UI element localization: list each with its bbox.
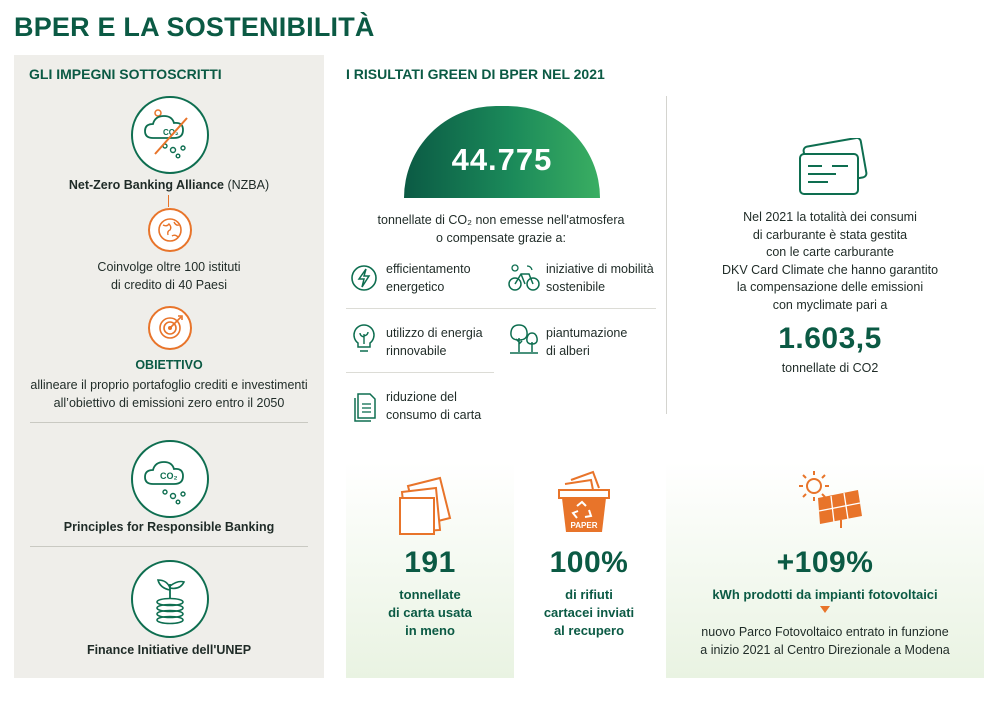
target-icon (150, 308, 190, 348)
prb-logo (131, 440, 209, 518)
commitments-heading: GLI IMPEGNI SOTTOSCRITTI (29, 66, 222, 82)
item-carta: riduzione del consumo di carta (386, 390, 482, 422)
divider (30, 546, 308, 547)
prb-label: Principles for Responsible Banking (63, 520, 275, 534)
item-energia: utilizzo di energia rinnovabile (386, 326, 483, 358)
solar-subtext: nuovo Parco Fotovoltaico entrato in funzione a inizio 2021 al Centro Direzionale a Modena (700, 625, 950, 657)
dkv-total: 1.603,5 (778, 322, 882, 355)
unep-logo (131, 560, 209, 638)
svg-text:CO₂: CO₂ (160, 471, 178, 481)
co2-description: tonnellate di CO₂ non emesse nell'atmosfera o compensate grazie a: (377, 213, 625, 245)
dkv-description: Nel 2021 la totalità dei consumi di carburante è stata gestita con le carte carburante DKV Card Climate che hanno garantito la compensazione delle emissioni con myclimate pari a (721, 210, 939, 312)
coinvolge-text: Coinvolge oltre 100 istituti di credito di 40 Paesi (97, 260, 241, 292)
results-heading: I RISULTATI GREEN DI BPER NEL 2021 (346, 66, 605, 82)
obiettivo-text: allineare il proprio portafoglio crediti e investimenti all’obiettivo di emissioni zero entro il 2050 (30, 378, 308, 410)
nzba-logo (131, 96, 209, 174)
renewable-bulb-icon (350, 322, 378, 356)
item-piantumazione: piantumazione di alberi (546, 326, 628, 358)
paper-text: tonnellate di carta usata in meno (388, 587, 472, 638)
recycle-text: di rifiuti cartacei inviati al recupero (543, 587, 635, 638)
svg-text:CO₂: CO₂ (163, 128, 179, 137)
bicycle-icon (507, 262, 541, 294)
globe-badge (148, 208, 192, 252)
trees-icon (507, 322, 541, 356)
item-efficientamento: efficientamento energetico (386, 262, 471, 294)
fuel-card-icon (792, 138, 872, 200)
lightning-icon (349, 263, 379, 293)
solar-panel-icon (796, 468, 866, 530)
nzba-label: Net-Zero Banking Alliance (NZBA) (68, 178, 270, 192)
paper-recycle-bin-icon (553, 468, 615, 538)
arrow-down-icon (820, 606, 830, 614)
solar-text: kWh prodotti da impianti fotovoltaici (712, 587, 938, 602)
item-mobilita: iniziative di mobilità sostenibile (546, 262, 654, 294)
solar-number: +109% (776, 546, 874, 579)
paper-number: 191 (404, 546, 456, 579)
divider (666, 96, 667, 414)
plant-coins-icon (133, 562, 207, 636)
co2-total: 44.775 (451, 142, 553, 177)
document-icon (350, 390, 378, 424)
unep-label: Finance Initiative dell'UNEP (86, 643, 252, 657)
co2-cloud-icon (133, 442, 207, 516)
target-badge (148, 306, 192, 350)
svg-text:PAPER: PAPER (570, 521, 598, 530)
dkv-unit: tonnellate di CO2 (781, 361, 879, 375)
recycle-number: 100% (549, 546, 629, 579)
page-title: BPER E LA SOSTENIBILITÀ (14, 12, 375, 42)
paper-stack-icon (396, 474, 462, 536)
obiettivo-label: OBIETTIVO (135, 358, 203, 372)
globe-icon (150, 210, 190, 250)
divider (30, 422, 308, 423)
co2-cloud-crossed-icon (133, 98, 207, 172)
